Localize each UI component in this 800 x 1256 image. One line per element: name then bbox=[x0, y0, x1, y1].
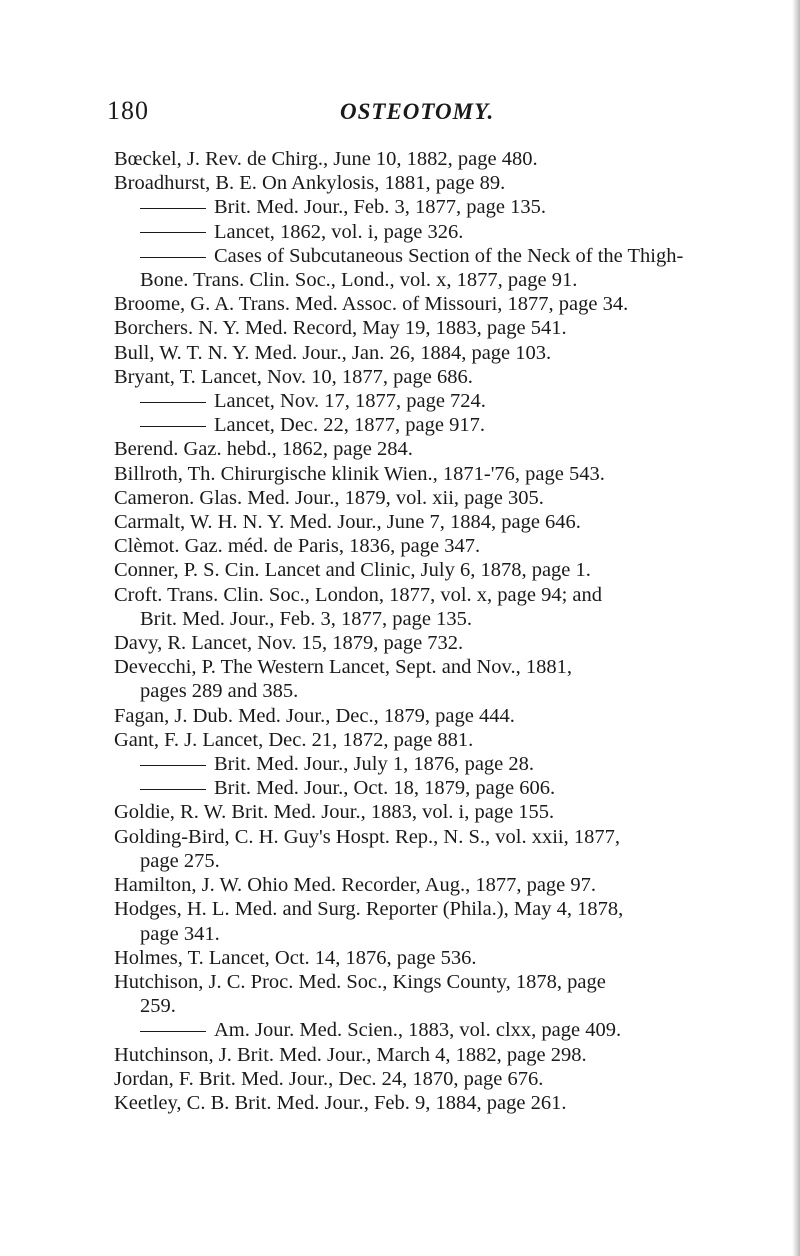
entry-text: Broadhurst, B. E. On Ankylosis, 1881, page 89. bbox=[114, 172, 506, 195]
entry-text: Carmalt, W. H. N. Y. Med. Jour., June 7, 1884, page 646. bbox=[114, 511, 581, 534]
ditto-dash bbox=[140, 402, 206, 403]
reference-entry-line bbox=[114, 534, 714, 558]
ditto-dash bbox=[140, 789, 206, 790]
reference-entry-line bbox=[114, 341, 714, 365]
ditto-entry-line bbox=[114, 244, 714, 268]
entry-text: Keetley, C. B. Brit. Med. Jour., Feb. 9, 1884, page 261. bbox=[114, 1091, 567, 1114]
entry-text: Croft. Trans. Clin. Soc., London, 1877, vol. x, page 94; and bbox=[114, 583, 603, 606]
bibliography-list bbox=[114, 147, 714, 1115]
reference-entry-line bbox=[114, 1067, 714, 1091]
entry-text: Holmes, T. Lancet, Oct. 14, 1876, page 536. bbox=[114, 946, 477, 969]
ditto-entry-line bbox=[114, 776, 714, 800]
entry-text: page 341. bbox=[140, 922, 220, 945]
entry-text: Hamilton, J. W. Ohio Med. Recorder, Aug., 1877, page 97. bbox=[114, 874, 597, 897]
entry-text: Brit. Med. Jour., Feb. 3, 1877, page 135. bbox=[214, 196, 546, 219]
continuation-line bbox=[114, 268, 714, 292]
entry-text: Golding-Bird, C. H. Guy's Hospt. Rep., N. S., vol. xxii, 1877, bbox=[114, 825, 620, 848]
ditto-dash bbox=[140, 257, 206, 258]
reference-entry-line bbox=[114, 800, 714, 824]
ditto-entry-line bbox=[114, 389, 714, 413]
continuation-line bbox=[114, 607, 714, 631]
continuation-line bbox=[114, 849, 714, 873]
entry-text: Brit. Med. Jour., Feb. 3, 1877, page 135. bbox=[140, 607, 472, 630]
ditto-dash bbox=[140, 232, 206, 233]
continuation-line bbox=[114, 994, 714, 1018]
reference-entry-line bbox=[114, 970, 714, 994]
ditto-entry-line bbox=[114, 1018, 714, 1042]
reference-entry-line bbox=[114, 825, 714, 849]
reference-entry-line bbox=[114, 316, 714, 340]
ditto-entry-line bbox=[114, 195, 714, 219]
reference-entry-line bbox=[114, 583, 714, 607]
entry-text: Bœckel, J. Rev. de Chirg., June 10, 1882, page 480. bbox=[114, 148, 538, 170]
reference-entry-line bbox=[114, 1091, 714, 1115]
reference-entry-line bbox=[114, 292, 714, 316]
entry-text: Fagan, J. Dub. Med. Jour., Dec., 1879, page 444. bbox=[114, 704, 515, 727]
ditto-dash bbox=[140, 208, 206, 209]
reference-entry-line bbox=[114, 462, 714, 486]
entry-text: 259. bbox=[140, 995, 176, 1018]
page-edge-shadow bbox=[792, 0, 800, 1256]
reference-entry-line bbox=[114, 486, 714, 510]
entry-text: Am. Jour. Med. Scien., 1883, vol. clxx, page 409. bbox=[214, 1019, 622, 1042]
continuation-line bbox=[114, 679, 714, 703]
entry-text: Lancet, 1862, vol. i, page 326. bbox=[214, 220, 464, 243]
ditto-entry-line bbox=[114, 220, 714, 244]
entry-text: Cameron. Glas. Med. Jour., 1879, vol. xii, page 305. bbox=[114, 486, 544, 509]
entry-text: Brit. Med. Jour., July 1, 1876, page 28. bbox=[214, 753, 535, 776]
entry-text: Lancet, Dec. 22, 1877, page 917. bbox=[214, 414, 485, 437]
ditto-dash bbox=[140, 765, 206, 766]
ditto-dash bbox=[140, 426, 206, 427]
reference-entry-line bbox=[114, 728, 714, 752]
reference-entry-line bbox=[114, 171, 714, 195]
entry-text: Hutchison, J. C. Proc. Med. Soc., Kings County, 1878, page bbox=[114, 970, 606, 993]
ditto-entry-line bbox=[114, 413, 714, 437]
ditto-dash bbox=[140, 1031, 206, 1032]
reference-entry-line bbox=[114, 365, 714, 389]
reference-entry-line bbox=[114, 558, 714, 582]
reference-entry-line bbox=[114, 704, 714, 728]
entry-text: Davy, R. Lancet, Nov. 15, 1879, page 732. bbox=[114, 632, 464, 655]
reference-entry-line bbox=[114, 510, 714, 534]
entry-text: pages 289 and 385. bbox=[140, 680, 299, 703]
entry-text: Lancet, Nov. 17, 1877, page 724. bbox=[214, 390, 486, 413]
entry-text: Berend. Gaz. hebd., 1862, page 284. bbox=[114, 438, 413, 461]
entry-text: page 275. bbox=[140, 849, 220, 872]
entry-text: Bone. Trans. Clin. Soc., Lond., vol. x, 1877, page 91. bbox=[140, 269, 578, 292]
entry-text: Bull, W. T. N. Y. Med. Jour., Jan. 26, 1884, page 103. bbox=[114, 341, 552, 364]
entry-text: Goldie, R. W. Brit. Med. Jour., 1883, vol. i, page 155. bbox=[114, 801, 555, 824]
reference-entry-line bbox=[114, 655, 714, 679]
entry-text: Jordan, F. Brit. Med. Jour., Dec. 24, 1870, page 676. bbox=[114, 1067, 544, 1090]
reference-entry-line bbox=[114, 946, 714, 970]
reference-entry-line bbox=[114, 147, 714, 171]
entry-text: Borchers. N. Y. Med. Record, May 19, 1883, page 541. bbox=[114, 317, 567, 340]
page-number: 180 bbox=[107, 96, 149, 125]
entry-text: Broome, G. A. Trans. Med. Assoc. of Missouri, 1877, page 34. bbox=[114, 293, 629, 316]
entry-text: Cases of Subcutaneous Section of the Neck of the Thigh- bbox=[214, 244, 684, 267]
ditto-entry-line bbox=[114, 752, 714, 776]
entry-text: Billroth, Th. Chirurgische klinik Wien., 1871-'76, page 543. bbox=[114, 462, 605, 485]
entry-text: Devecchi, P. The Western Lancet, Sept. and Nov., 1881, bbox=[114, 656, 572, 679]
entry-text: Bryant, T. Lancet, Nov. 10, 1877, page 686. bbox=[114, 365, 473, 388]
entry-text: Hutchinson, J. Brit. Med. Jour., March 4, 1882, page 298. bbox=[114, 1043, 587, 1066]
reference-entry-line bbox=[114, 437, 714, 461]
entry-text: Brit. Med. Jour., Oct. 18, 1879, page 606. bbox=[214, 777, 556, 800]
reference-entry-line bbox=[114, 873, 714, 897]
entry-text: Conner, P. S. Cin. Lancet and Clinic, July 6, 1878, page 1. bbox=[114, 559, 591, 582]
entry-text: Clèmot. Gaz. méd. de Paris, 1836, page 347. bbox=[114, 535, 481, 558]
reference-entry-line bbox=[114, 631, 714, 655]
continuation-line bbox=[114, 922, 714, 946]
reference-entry-line bbox=[114, 1043, 714, 1067]
entry-text: Gant, F. J. Lancet, Dec. 21, 1872, page 881. bbox=[114, 728, 474, 751]
running-head: OSTEOTOMY. bbox=[340, 99, 495, 124]
entry-text: Hodges, H. L. Med. and Surg. Reporter (Phila.), May 4, 1878, bbox=[114, 898, 624, 921]
reference-entry-line bbox=[114, 897, 714, 921]
